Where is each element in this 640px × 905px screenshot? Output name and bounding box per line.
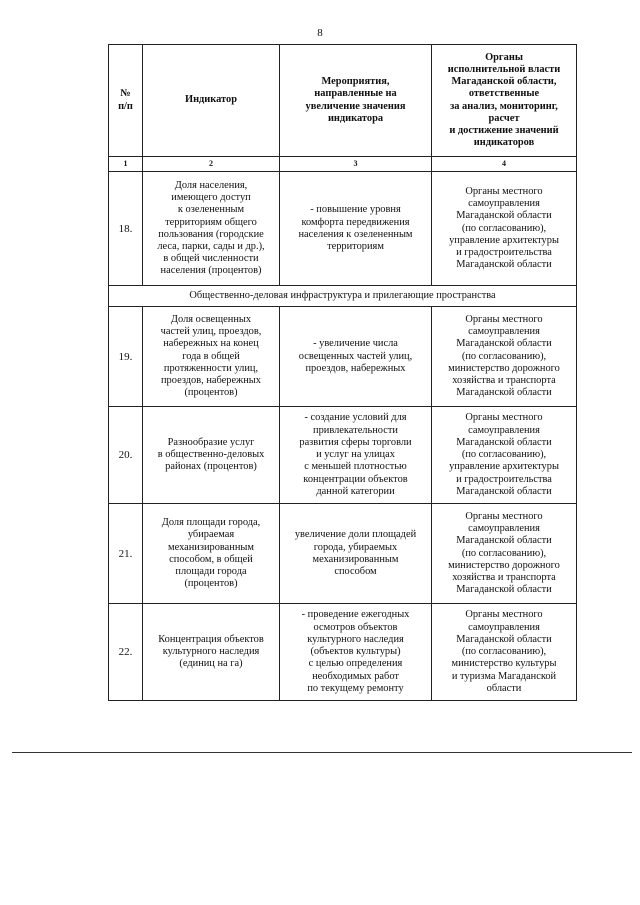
- indicator-cell: Доля населения, имеющего доступ к озелененным территориям общего пользования (городские леса, парки, сады и др.), в общей численности населения (процентов): [143, 172, 280, 286]
- table-row: [109, 307, 577, 407]
- row-number: 20.: [109, 407, 143, 504]
- measures-cell: - создание условий для привлекательности развития сферы торговли и услуг на улицах с меньшей плотностью концентрации объектов данной категории: [280, 407, 432, 504]
- header-indicator: Индикатор: [143, 45, 280, 157]
- header-responsible-bodies: Органы исполнительной власти Магаданской области, ответственные за анализ, мониторинг, расчет и достижение значений индикаторов: [432, 45, 577, 157]
- column-number: 3: [280, 157, 432, 172]
- indicator-cell: Разнообразие услуг в общественно-деловых районах (процентов): [143, 407, 280, 504]
- table-row: [109, 172, 577, 286]
- responsible-bodies-cell: Органы местного самоуправления Магаданской области (по согласованию), министерство культуры и туризма Магаданской области: [432, 604, 577, 701]
- column-number: 1: [109, 157, 143, 172]
- indicators-table: [108, 44, 577, 701]
- indicator-cell: Доля площади города, убираемая механизированным способом, в общей площади города (процентов): [143, 504, 280, 604]
- responsible-bodies-cell: Органы местного самоуправления Магаданской области (по согласованию), управление архитектуры и градостроительства Магаданской области: [432, 172, 577, 286]
- header-measures: Мероприятия, направленные на увеличение значения индикатора: [280, 45, 432, 157]
- page-separator-line: [12, 752, 632, 753]
- page-number: 8: [317, 27, 323, 39]
- measures-cell: - увеличение числа освещенных частей улиц, проездов, набережных: [280, 307, 432, 407]
- row-number: 22.: [109, 604, 143, 701]
- row-number: 19.: [109, 307, 143, 407]
- measures-cell: - проведение ежегодных осмотров объектов культурного наследия (объектов культуры) с целью определения необходимых работ по текущему ремонту: [280, 604, 432, 701]
- column-number-row: [109, 157, 577, 172]
- row-number: 18.: [109, 172, 143, 286]
- column-number: 2: [143, 157, 280, 172]
- section-title: Общественно-деловая инфраструктура и прилегающие пространства: [109, 286, 577, 307]
- table-header: [109, 45, 577, 157]
- table-row: [109, 504, 577, 604]
- measures-cell: увеличение доли площадей города, убираемых механизированным способом: [280, 504, 432, 604]
- column-number: 4: [432, 157, 577, 172]
- responsible-bodies-cell: Органы местного самоуправления Магаданской области (по согласованию), управление архитектуры и градостроительства Магаданской области: [432, 407, 577, 504]
- indicator-cell: Доля освещенных частей улиц, проездов, набережных на конец года в общей протяженности улиц, проездов, набережных (процентов): [143, 307, 280, 407]
- indicator-cell: Концентрация объектов культурного наследия (единиц на га): [143, 604, 280, 701]
- responsible-bodies-cell: Органы местного самоуправления Магаданской области (по согласованию), министерство дорожного хозяйства и транспорта Магаданской области: [432, 504, 577, 604]
- responsible-bodies-cell: Органы местного самоуправления Магаданской области (по согласованию), министерство дорожного хозяйства и транспорта Магаданской области: [432, 307, 577, 407]
- row-number: 21.: [109, 504, 143, 604]
- table-row: [109, 407, 577, 504]
- table-body: [109, 157, 577, 701]
- table-row: [109, 604, 577, 701]
- measures-cell: - повышение уровня комфорта передвижения населения к озелененным территориям: [280, 172, 432, 286]
- section-row: [109, 286, 577, 307]
- header-number: № п/п: [109, 45, 143, 157]
